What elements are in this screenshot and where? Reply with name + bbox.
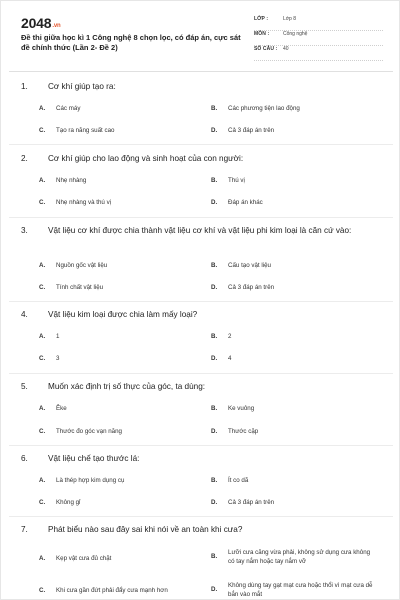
option-c[interactable]: [39, 355, 206, 364]
meta-count: [254, 46, 383, 61]
option-c[interactable]: [39, 428, 206, 437]
option-text: Cả 3 đáp án trên: [228, 499, 275, 506]
option-d[interactable]: [211, 355, 378, 364]
option-letter: C.: [39, 428, 46, 435]
question-divider: [9, 144, 393, 145]
option-letter: B.: [211, 553, 218, 560]
option-text: Nguồn gốc vật liệu: [56, 262, 108, 269]
option-text: Ke vuông: [228, 405, 255, 412]
meta-subject-value: Công nghệ: [283, 31, 308, 37]
option-text: Các phương tiện lao động: [228, 105, 300, 112]
option-letter: B.: [211, 405, 218, 412]
site-logo[interactable]: [21, 15, 60, 31]
option-a[interactable]: [39, 105, 206, 114]
option-letter: C.: [39, 284, 46, 291]
option-letter: A.: [39, 405, 46, 412]
option-letter: D.: [211, 428, 218, 435]
question-text: Muốn xác định trị số thực của góc, ta dùng:: [48, 382, 206, 391]
option-text: Tính chất vật liệu: [56, 284, 104, 291]
logo-suffix: .vn: [52, 23, 61, 29]
option-text: Thước cặp: [228, 428, 259, 435]
option-b[interactable]: [211, 549, 378, 566]
question-2: [9, 153, 393, 206]
option-text: 3: [56, 355, 60, 362]
option-b[interactable]: [211, 105, 378, 114]
meta-subject-label: MÔN :: [254, 31, 270, 37]
option-text: Là thép hợp kim dụng cụ: [56, 477, 125, 484]
option-letter: C.: [39, 587, 46, 594]
option-letter: C.: [39, 199, 46, 206]
option-d[interactable]: [211, 199, 378, 208]
option-d[interactable]: [211, 284, 378, 293]
option-text: 2: [228, 333, 232, 340]
question-1: [9, 81, 393, 134]
option-text: Tạo ra năng suất cao: [56, 127, 115, 134]
meta-count-value: 40: [283, 46, 289, 52]
option-letter: A.: [39, 477, 46, 484]
question-text: Cơ khí giúp cho lao động và sinh hoạt của con người:: [48, 154, 244, 163]
meta-count-label: SỐ CÂU :: [254, 46, 278, 52]
question-text: Vật liệu chế tạo thước lá:: [48, 454, 140, 463]
option-text: Không dùng tay gạt mạt cưa hoặc thổi vì mạt cưa dễ bắn vào mắt: [228, 582, 373, 598]
option-letter: D.: [211, 127, 218, 134]
question-divider: [9, 445, 393, 446]
option-text: Thước đo góc vạn năng: [56, 428, 122, 435]
option-text: Khi cưa gần đứt phải đẩy cưa mạnh hơn: [56, 587, 168, 594]
option-text: Cả 3 đáp án trên: [228, 284, 275, 291]
option-letter: B.: [211, 105, 218, 112]
option-text: 4: [228, 355, 232, 362]
option-letter: C.: [39, 355, 46, 362]
option-letter: A.: [39, 105, 46, 112]
option-b[interactable]: [211, 405, 378, 414]
option-letter: D.: [211, 499, 218, 506]
option-c[interactable]: [39, 587, 206, 596]
meta-class-label: LỚP :: [254, 16, 269, 22]
question-number: 3.: [21, 226, 28, 235]
option-letter: A.: [39, 555, 46, 562]
question-divider: [9, 301, 393, 302]
option-text: Êke: [56, 405, 67, 412]
meta-class-value: Lớp 8: [283, 16, 297, 22]
option-c[interactable]: [39, 127, 206, 136]
question-text: Cơ khí giúp tạo ra:: [48, 82, 116, 91]
question-text: Vật liệu cơ khí được chia thành vật liệu cơ khí và vật liệu phi kim loại là căn cứ vào:: [48, 226, 352, 235]
option-text: Nhẹ nhàng: [56, 177, 87, 184]
exam-title: Đề thi giữa học kì 1 Công nghệ 8 chọn lọc, có đáp án, cực sát đề chính thức (Lần 2- Đề 2): [21, 33, 241, 52]
option-a[interactable]: [39, 555, 206, 564]
question-divider: [9, 516, 393, 517]
option-letter: A.: [39, 177, 46, 184]
option-text: Cả 3 đáp án trên: [228, 127, 275, 134]
logo-text: 2048: [21, 15, 52, 31]
option-b[interactable]: [211, 477, 378, 486]
option-c[interactable]: [39, 199, 206, 208]
option-text: Lưỡi cưa căng vừa phải, không sử dụng cưa không có tay nắm hoặc tay nắm vỡ: [228, 549, 371, 565]
option-text: Không gỉ: [56, 499, 81, 506]
question-number: 1.: [21, 82, 28, 91]
question-text: Vật liệu kim loại được chia làm mấy loại?: [48, 310, 198, 319]
option-b[interactable]: [211, 333, 378, 342]
option-text: Ít co dã: [228, 477, 249, 484]
option-d[interactable]: [211, 428, 378, 437]
option-letter: B.: [211, 477, 218, 484]
option-letter: D.: [211, 199, 218, 206]
option-text: 1: [56, 333, 60, 340]
option-a[interactable]: [39, 262, 206, 271]
question-divider: [9, 217, 393, 218]
option-letter: D.: [211, 586, 218, 593]
option-c[interactable]: [39, 499, 206, 508]
option-letter: D.: [211, 284, 218, 291]
option-text: Đáp án khác: [228, 199, 263, 206]
question-6: [9, 453, 393, 506]
question-7: [9, 524, 393, 598]
option-letter: B.: [211, 177, 218, 184]
option-a[interactable]: [39, 405, 206, 414]
option-a[interactable]: [39, 477, 206, 486]
question-number: 2.: [21, 154, 28, 163]
exam-meta: [254, 16, 383, 61]
option-letter: A.: [39, 262, 46, 269]
question-3: [9, 225, 393, 291]
option-a[interactable]: [39, 333, 206, 342]
meta-class: [254, 16, 383, 31]
meta-subject: [254, 31, 383, 46]
option-text: Nhẹ nhàng và thú vị: [56, 199, 112, 206]
header-divider: [9, 71, 393, 72]
option-b[interactable]: [211, 262, 378, 271]
option-c[interactable]: [39, 284, 206, 293]
option-d[interactable]: [211, 127, 378, 136]
question-4: [9, 309, 393, 362]
question-number: 6.: [21, 454, 28, 463]
option-d[interactable]: [211, 582, 378, 599]
option-a[interactable]: [39, 177, 206, 186]
option-letter: C.: [39, 499, 46, 506]
option-d[interactable]: [211, 499, 378, 508]
option-text: Thú vị: [228, 177, 245, 184]
option-letter: C.: [39, 127, 46, 134]
option-letter: D.: [211, 355, 218, 362]
question-5: [9, 381, 393, 435]
question-text: Phát biểu nào sau đây sai khi nói về an toàn khi cưa?: [48, 525, 243, 534]
question-number: 7.: [21, 525, 28, 534]
option-b[interactable]: [211, 177, 378, 186]
option-text: Các máy: [56, 105, 81, 112]
question-divider: [9, 373, 393, 374]
option-text: Cấu tạo vật liệu: [228, 262, 271, 269]
question-number: 4.: [21, 310, 28, 319]
option-letter: A.: [39, 333, 46, 340]
question-number: 5.: [21, 382, 28, 391]
option-letter: B.: [211, 333, 218, 340]
document-header: [21, 15, 383, 61]
option-text: Kẹp vật cưa đủ chặt: [56, 555, 112, 562]
option-letter: B.: [211, 262, 218, 269]
